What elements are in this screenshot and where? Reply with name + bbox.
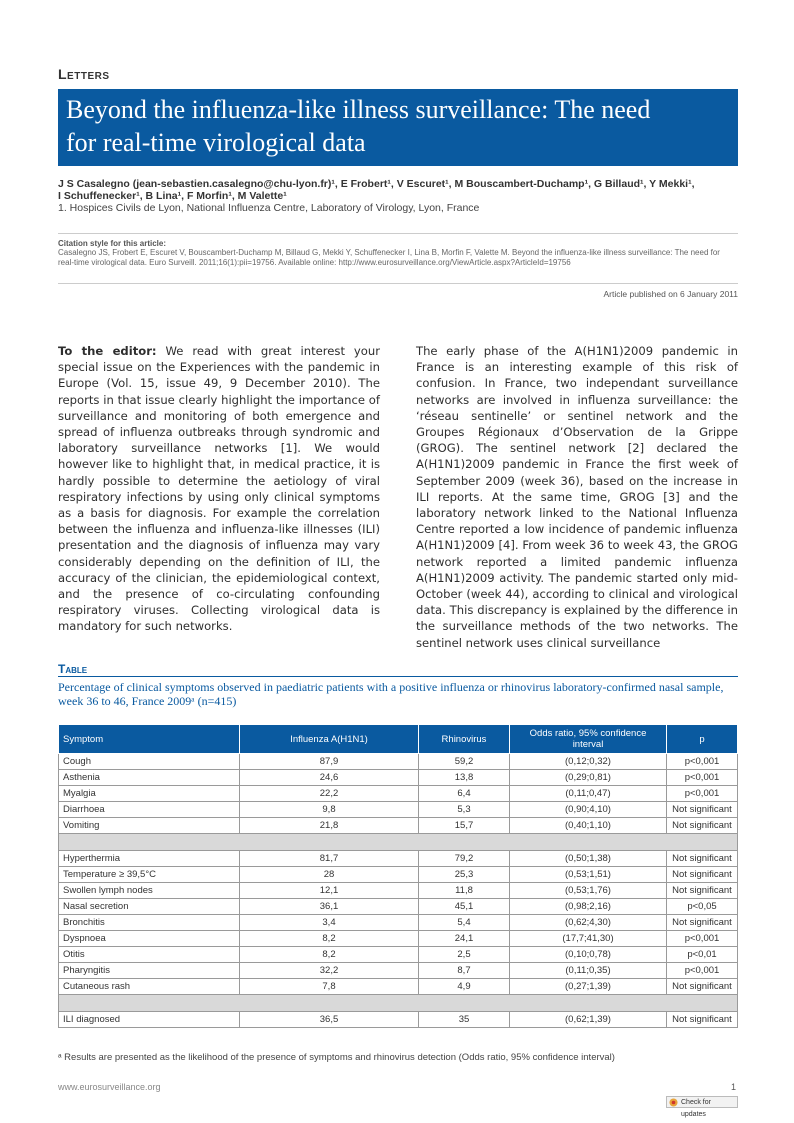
cell-symptom: Hyperthermia <box>59 851 240 867</box>
cell-symptom: Swollen lymph nodes <box>59 883 240 899</box>
check-for-updates-label: Check for updates <box>681 1099 711 1118</box>
cell-symptom: Pharyngitis <box>59 963 240 979</box>
cell-rhinovirus: 79,2 <box>419 851 510 867</box>
table-row <box>59 818 738 834</box>
table-row <box>59 915 738 931</box>
cell-odds-ratio: (0,11;0,47) <box>510 786 667 802</box>
cell-influenza: 21,8 <box>240 818 419 834</box>
cell-rhinovirus: 35 <box>419 1012 510 1028</box>
cell-symptom: Temperature ≥ 39,5°C <box>59 867 240 883</box>
cell-odds-ratio: (0,62;1,39) <box>510 1012 667 1028</box>
author-line-2: I Schuffenecker¹, B Lina¹, F Morfin¹, M Valette¹ <box>58 190 287 202</box>
header-influenza: Influenza A(H1N1) <box>240 725 419 754</box>
author-line-1: J S Casalegno (jean-sebastien.casalegno@chu-lyon.fr)¹, E Frobert¹, V Escuret¹, M Bouscambert-Duchamp¹, G Billaud¹, Y Mekki¹, <box>58 178 695 190</box>
updates-icon <box>669 1098 678 1107</box>
cell-rhinovirus: 11,8 <box>419 883 510 899</box>
citation-body: Casalegno JS, Frobert E, Escuret V, Bouscambert-Duchamp M, Billaud G, Mekki Y, Schuffenecker I, Lina B, Morfin F, Valette M. Beyond the influenza-like illness surveillance: The need for real-time virological data. Euro Surveill. 2011;16(1):pii=19756. Available online: http://www.eurosurveillance.org/ViewArticle.aspx?ArticleId=19756 <box>58 248 720 267</box>
cell-p: p<0,001 <box>667 770 738 786</box>
page-number: 1 <box>730 1082 736 1092</box>
cell-rhinovirus: 6,4 <box>419 786 510 802</box>
citation-top-rule <box>58 233 738 234</box>
cell-p: p<0,001 <box>667 963 738 979</box>
cell-symptom: Diarrhoea <box>59 802 240 818</box>
table-caption: Percentage of clinical symptoms observed in paediatric patients with a positive influenza or rhinovirus laboratory-confirmed nasal sample, week 36 to 46, France 2009ᵃ (n=415) <box>58 680 724 708</box>
cell-odds-ratio: (17,7;41,30) <box>510 931 667 947</box>
cell-rhinovirus: 45,1 <box>419 899 510 915</box>
citation-heading: Citation style for this article: <box>58 239 167 248</box>
cell-influenza: 8,2 <box>240 931 419 947</box>
title-line-2: for real-time virological data <box>66 128 366 157</box>
cell-symptom: Otitis <box>59 947 240 963</box>
cell-p: Not significant <box>667 851 738 867</box>
header-symptom: Symptom <box>59 725 240 754</box>
cell-p: Not significant <box>667 818 738 834</box>
cell-influenza: 81,7 <box>240 851 419 867</box>
cell-odds-ratio: (0,12;0,32) <box>510 754 667 770</box>
letter-salutation: To the editor: <box>58 344 157 358</box>
table-row <box>59 754 738 770</box>
cell-odds-ratio: (0,50;1,38) <box>510 851 667 867</box>
cell-odds-ratio: (0,53;1,51) <box>510 867 667 883</box>
cell-influenza: 7,8 <box>240 979 419 995</box>
cell-symptom: Dyspnoea <box>59 931 240 947</box>
cell-p: Not significant <box>667 883 738 899</box>
cell-p: Not significant <box>667 979 738 995</box>
cell-p: Not significant <box>667 802 738 818</box>
table-row <box>59 786 738 802</box>
header-p: p <box>667 725 738 754</box>
table-group-separator <box>59 834 738 851</box>
cell-symptom: Asthenia <box>59 770 240 786</box>
cell-odds-ratio: (0,29;0,81) <box>510 770 667 786</box>
cell-symptom: Cutaneous rash <box>59 979 240 995</box>
table-row <box>59 947 738 963</box>
cell-p: p<0,001 <box>667 931 738 947</box>
cell-rhinovirus: 24,1 <box>419 931 510 947</box>
table-footnote: ᵃ Results are presented as the likelihood of the presence of symptoms and rhinovirus detection (Odds ratio, 95% confidence interval) <box>58 1052 615 1063</box>
table-row <box>59 963 738 979</box>
cell-p: p<0,01 <box>667 947 738 963</box>
cell-rhinovirus: 13,8 <box>419 770 510 786</box>
affiliation: 1. Hospices Civils de Lyon, National Influenza Centre, Laboratory of Virology, Lyon, France <box>58 202 480 214</box>
separator-cell <box>59 834 738 851</box>
cell-rhinovirus: 25,3 <box>419 867 510 883</box>
cell-p: Not significant <box>667 915 738 931</box>
symptom-table <box>58 724 738 1028</box>
cell-influenza: 87,9 <box>240 754 419 770</box>
cell-rhinovirus: 4,9 <box>419 979 510 995</box>
table-row <box>59 899 738 915</box>
table-header-row <box>59 725 738 754</box>
cell-odds-ratio: (0,62;4,30) <box>510 915 667 931</box>
body-column-right: The early phase of the A(H1N1)2009 pandemic in France is an interesting example of this risk of confusion. In France, two independant surveillance networks are involved in influenza surveillance: the ‘réseau sentinelle’ or sentinel network and the Groupes Régionaux d’Observation de la Grippe (GROG). The sentinel network [2] declared the A(H1N1)2009 pandemic in France the first week of September 2009 (week 36), based on the increase in ILI reports. At the same time, GROG [3] and the laboratory network linked to the National Influenza Centre reported a low incidence of pandemic influenza A(H1N1)2009 [4]. From week 36 to week 43, the GROG network reported a limited pandemic influenza A(H1N1)2009 activity. The pandemic started only mid-October (week 44), according to clinical and virological data. This discrepancy is explained by the difference in the surveillance methods of the two networks. The sentinel network uses clinical surveillance <box>416 344 738 650</box>
cell-odds-ratio: (0,27;1,39) <box>510 979 667 995</box>
cell-influenza: 24,6 <box>240 770 419 786</box>
cell-rhinovirus: 15,7 <box>419 818 510 834</box>
cell-p: Not significant <box>667 867 738 883</box>
cell-influenza: 28 <box>240 867 419 883</box>
cell-odds-ratio: (0,90;4,10) <box>510 802 667 818</box>
cell-influenza: 8,2 <box>240 947 419 963</box>
cell-influenza: 12,1 <box>240 883 419 899</box>
table-rule <box>58 676 738 677</box>
table-row <box>59 851 738 867</box>
cell-symptom: Cough <box>59 754 240 770</box>
table-label: Table <box>58 662 88 676</box>
cell-odds-ratio: (0,98;2,16) <box>510 899 667 915</box>
author-list <box>58 178 738 202</box>
title-line-1: Beyond the influenza-like illness surveillance: The need <box>66 95 651 124</box>
cell-symptom: Myalgia <box>59 786 240 802</box>
separator-cell <box>59 995 738 1012</box>
table-row <box>59 931 738 947</box>
table-row <box>59 979 738 995</box>
table-row <box>59 1012 738 1028</box>
cell-p: p<0,001 <box>667 786 738 802</box>
cell-p: Not significant <box>667 1012 738 1028</box>
cell-odds-ratio: (0,53;1,76) <box>510 883 667 899</box>
cell-odds-ratio: (0,11;0,35) <box>510 963 667 979</box>
check-for-updates-button[interactable] <box>666 1096 738 1118</box>
section-label: Letters <box>58 66 110 82</box>
cell-rhinovirus: 5,4 <box>419 915 510 931</box>
cell-symptom: ILI diagnosed <box>59 1012 240 1028</box>
cell-rhinovirus: 8,7 <box>419 963 510 979</box>
cell-influenza: 9,8 <box>240 802 419 818</box>
cell-symptom: Bronchitis <box>59 915 240 931</box>
table-body <box>59 754 738 1028</box>
cell-symptom: Nasal secretion <box>59 899 240 915</box>
cell-rhinovirus: 2,5 <box>419 947 510 963</box>
citation-bottom-rule <box>58 283 738 284</box>
table-row <box>59 883 738 899</box>
cell-influenza: 36,1 <box>240 899 419 915</box>
footer-url[interactable]: www.eurosurveillance.org <box>58 1082 161 1092</box>
cell-influenza: 3,4 <box>240 915 419 931</box>
cell-symptom: Vomiting <box>59 818 240 834</box>
left-column-text: We read with great interest your special issue on the Experiences with the pandemic in Europe (Vol. 15, issue 49, 9 December 2010). The reports in that issue clearly highlight the importance of surveillance and monitoring of both emergence and spread of influenza outbreaks through syndromic and laboratory surveillance networks [1]. We would however like to highlight that, in medical practice, it is hardly possible to determine the aetiology of viral respiratory infections by using only clinical symptoms as a basis for diagnosis. For example the correlation between the influenza and influenza-like illnesses (ILI) presentation and the diagnosis of influenza may vary considerably depending on the definition of ILI, the accuracy of the clinician, the epidemiological context, and the presence of co-circulating confounding respiratory viruses. Collecting virological data is mandatory for such networks. <box>58 344 380 634</box>
cell-rhinovirus: 5,3 <box>419 802 510 818</box>
published-date: Article published on 6 January 2011 <box>603 289 738 299</box>
body-column-left <box>58 343 380 635</box>
cell-influenza: 22,2 <box>240 786 419 802</box>
cell-p: p<0,001 <box>667 754 738 770</box>
cell-rhinovirus: 59,2 <box>419 754 510 770</box>
header-odds-ratio: Odds ratio, 95% confidence interval <box>510 725 667 754</box>
cell-p: p<0,05 <box>667 899 738 915</box>
cell-influenza: 36,5 <box>240 1012 419 1028</box>
article-title <box>58 89 738 166</box>
cell-odds-ratio: (0,40;1,10) <box>510 818 667 834</box>
cell-influenza: 32,2 <box>240 963 419 979</box>
table-row <box>59 802 738 818</box>
table-group-separator <box>59 995 738 1012</box>
header-rhinovirus: Rhinovirus <box>419 725 510 754</box>
table-row <box>59 867 738 883</box>
table-row <box>59 770 738 786</box>
cell-odds-ratio: (0,10;0,78) <box>510 947 667 963</box>
